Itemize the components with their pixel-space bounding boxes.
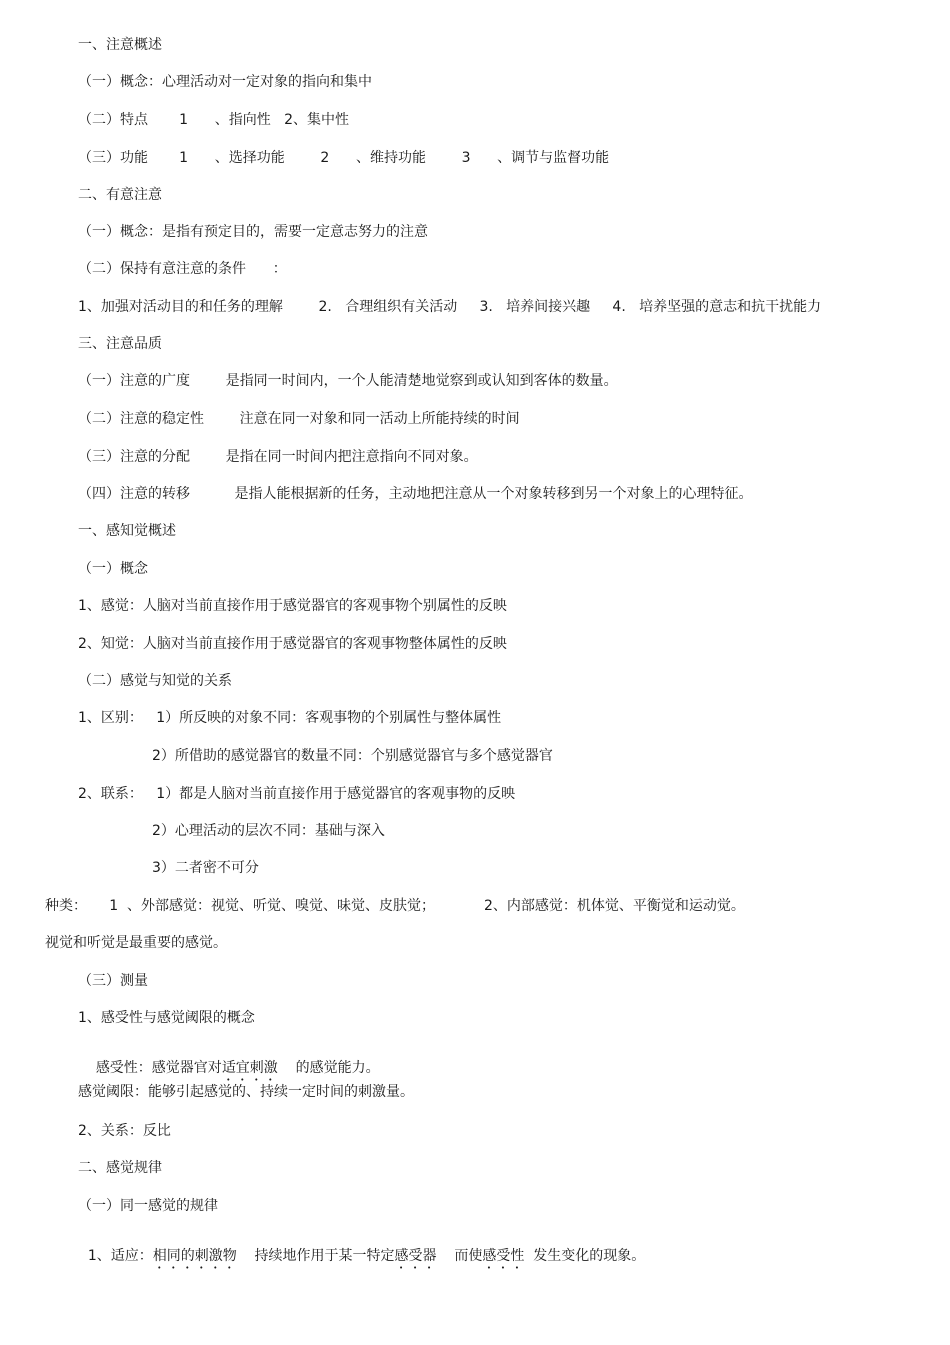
difference-2: 2）所借助的感觉器官的数量不同：个别感觉器官与多个感觉器官: [152, 748, 553, 764]
vision-hearing-note: 视觉和听觉是最重要的感觉。: [45, 935, 227, 951]
measurement-heading: （三）测量: [78, 973, 148, 989]
attention-shifting: （四）注意的转移 是指人能根据新的任务，主动地把注意从一个对象转移到另一个对象上的心理特征。: [78, 486, 753, 502]
adaptation-prefix: 1、适应：: [87, 1248, 153, 1264]
difference-1: 1、区别： 1）所反映的对象不同：客观事物的个别属性与整体属性: [78, 710, 502, 726]
sensitivity-emphasis: 适宜刺激: [221, 1060, 278, 1076]
adaptation-emphasis-receptor: 感受器: [394, 1248, 437, 1264]
sensation-definition: 1、感觉：人脑对当前直接作用于感觉器官的客观事物个别属性的反映: [78, 598, 507, 614]
adaptation-suffix: 发生变化的现象。: [524, 1248, 646, 1264]
heading-sensation-laws: 二、感觉规律: [78, 1160, 162, 1176]
adaptation-emphasis-stimulus: 相同的刺激物: [152, 1248, 237, 1264]
sensation-perception-relation-heading: （二）感觉与知觉的关系: [78, 673, 232, 689]
relation-inverse: 2、关系：反比: [78, 1123, 171, 1139]
heading-attention-overview: 一、注意概述: [78, 37, 162, 53]
sensation-types: 种类： 1 、外部感觉：视觉、听觉、嗅觉、味觉、皮肤觉； 2、内部感觉：机体觉、平衡觉和运动觉。: [45, 898, 745, 914]
attention-functions: （三）功能 1 、选择功能 2 、维持功能 3 、调节与监督功能: [78, 150, 610, 166]
adaptation-definition: [70, 1229, 645, 1290]
heading-perception-overview: 一、感知觉概述: [78, 523, 176, 539]
attention-stability: （二）注意的稳定性 注意在同一对象和同一活动上所能持续的时间: [78, 411, 520, 427]
same-sensation-law-heading: （一）同一感觉的规律: [78, 1198, 218, 1214]
attention-span: （一）注意的广度 是指同一时间内，一个人能清楚地觉察到或认知到客体的数量。: [78, 373, 618, 389]
threshold-definition: 感觉阈限：能够引起感觉的、持续一定时间的刺激量。: [78, 1084, 414, 1100]
sensitivity-suffix: 的感觉能力。: [277, 1060, 380, 1076]
attention-features: （二）特点 1 、指向性 2、集中性: [78, 112, 350, 128]
sensitivity-threshold-concept: 1、感受性与感觉阈限的概念: [78, 1010, 255, 1026]
voluntary-condition-list: 1、加强对活动目的和任务的理解 2. 合理组织有关活动 3. 培养间接兴趣 4. 培养坚强的意志和抗干扰能力: [78, 299, 822, 315]
voluntary-conditions: （二）保持有意注意的条件 ：: [78, 261, 287, 277]
adaptation-mid-1: 持续地作用于某一特定: [236, 1248, 395, 1264]
connection-3: 3）二者密不可分: [152, 860, 259, 876]
voluntary-concept: （一）概念：是指有预定目的，需要一定意志努力的注意: [78, 224, 428, 240]
adaptation-emphasis-sensitivity: 感受性: [482, 1248, 525, 1264]
connection-1: 2、联系： 1）都是人脑对当前直接作用于感觉器官的客观事物的反映: [78, 786, 516, 802]
attention-distribution: （三）注意的分配 是指在同一时间内把注意指向不同对象。: [78, 449, 478, 465]
connection-2: 2）心理活动的层次不同：基础与深入: [152, 823, 385, 839]
perception-concept-heading: （一）概念: [78, 561, 148, 577]
attention-concept: （一）概念：心理活动对一定对象的指向和集中: [78, 74, 372, 90]
sensitivity-prefix: 感受性：感觉器官对: [95, 1060, 222, 1076]
adaptation-mid-2: 而使: [436, 1248, 483, 1264]
heading-voluntary-attention: 二、有意注意: [78, 187, 162, 203]
perception-definition: 2、知觉：人脑对当前直接作用于感觉器官的客观事物整体属性的反映: [78, 636, 507, 652]
heading-attention-quality: 三、注意品质: [78, 336, 162, 352]
